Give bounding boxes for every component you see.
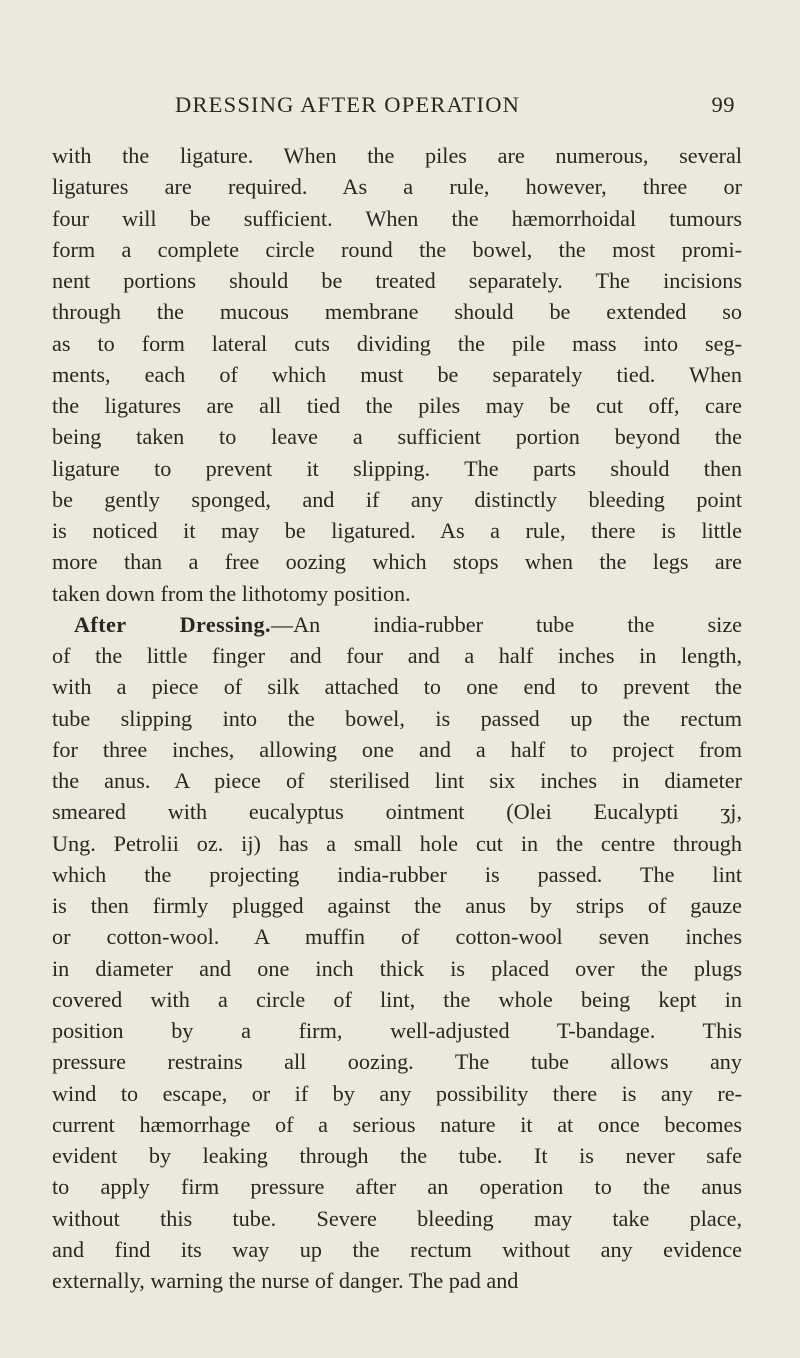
text-line: Ung. Petrolii oz. ij) has a small hole cut in the centre through <box>52 830 742 856</box>
text-line: four will be sufficient. When the hæmorrhoidal tumours <box>52 205 742 231</box>
text-line: smeared with eucalyptus ointment (Olei Eucalypti ʒj, <box>52 799 742 825</box>
text-line: ligatures are required. As a rule, however, three or <box>52 174 742 200</box>
text-line: or cotton-wool. A muffin of cotton-wool seven inches <box>52 924 742 950</box>
running-head <box>175 92 735 122</box>
text-line: position by a firm, well-adjusted T-bandage. This <box>52 1018 742 1043</box>
text-line: externally, warning the nurse of danger. The pad and <box>52 1268 519 1293</box>
text-line: without this tube. Severe bleeding may take place, <box>52 1205 742 1231</box>
text-line: more than a free oozing which stops when the legs are <box>52 549 742 575</box>
text-line: form a complete circle round the bowel, the most promi- <box>52 236 742 262</box>
text-line: wind to escape, or if by any possibility there is any re- <box>52 1080 742 1106</box>
text-line: through the mucous membrane should be extended so <box>52 299 742 325</box>
text-line: ments, each of which must be separately tied. When <box>52 361 742 387</box>
text-line: of the little finger and four and a half inches in length, <box>52 643 742 668</box>
text-line: and find its way up the rectum without any evidence <box>52 1236 742 1262</box>
page-number: 99 <box>711 92 735 117</box>
section-first-line-text: —An india-rubber tube the size <box>270 611 743 637</box>
text-line: be gently sponged, and if any distinctly bleeding point <box>52 486 742 512</box>
section-first-line <box>52 609 742 640</box>
text-line: ligature to prevent it slipping. The parts should then <box>52 455 742 481</box>
text-line: in diameter and one inch thick is placed over the plugs <box>52 955 742 981</box>
text-line: the ligatures are all tied the piles may be cut off, care <box>52 393 742 418</box>
text-line: tube slipping into the bowel, is passed up the rectum <box>52 705 742 731</box>
text-line: with the ligature. When the piles are numerous, several <box>52 143 742 168</box>
text-line: is then firmly plugged against the anus by strips of gauze <box>52 893 742 918</box>
section-heading: After Dressing. <box>74 611 271 637</box>
text-line: being taken to leave a sufficient portion beyond the <box>52 424 742 450</box>
text-line: evident by leaking through the tube. It is never safe <box>52 1143 742 1168</box>
text-line: for three inches, allowing one and a half to project from <box>52 736 742 762</box>
running-title: DRESSING AFTER OPERATION <box>175 92 521 117</box>
text-line: is noticed it may be ligatured. As a rule, there is little <box>52 518 742 543</box>
body-text <box>52 140 742 1296</box>
text-line: current hæmorrhage of a serious nature it at once becomes <box>52 1111 742 1137</box>
text-line: to apply firm pressure after an operation to the anus <box>52 1174 742 1200</box>
text-line: pressure restrains all oozing. The tube allows any <box>52 1049 742 1075</box>
text-line: as to form lateral cuts dividing the pile mass into seg- <box>52 330 742 356</box>
text-line: which the projecting india-rubber is passed. The lint <box>52 861 742 887</box>
text-line: taken down from the lithotomy position. <box>52 580 411 606</box>
text-line: the anus. A piece of sterilised lint six inches in diameter <box>52 768 742 793</box>
text-line: with a piece of silk attached to one end to prevent the <box>52 674 742 700</box>
text-line: covered with a circle of lint, the whole being kept in <box>52 986 742 1012</box>
text-line: nent portions should be treated separately. The incisions <box>52 268 742 293</box>
